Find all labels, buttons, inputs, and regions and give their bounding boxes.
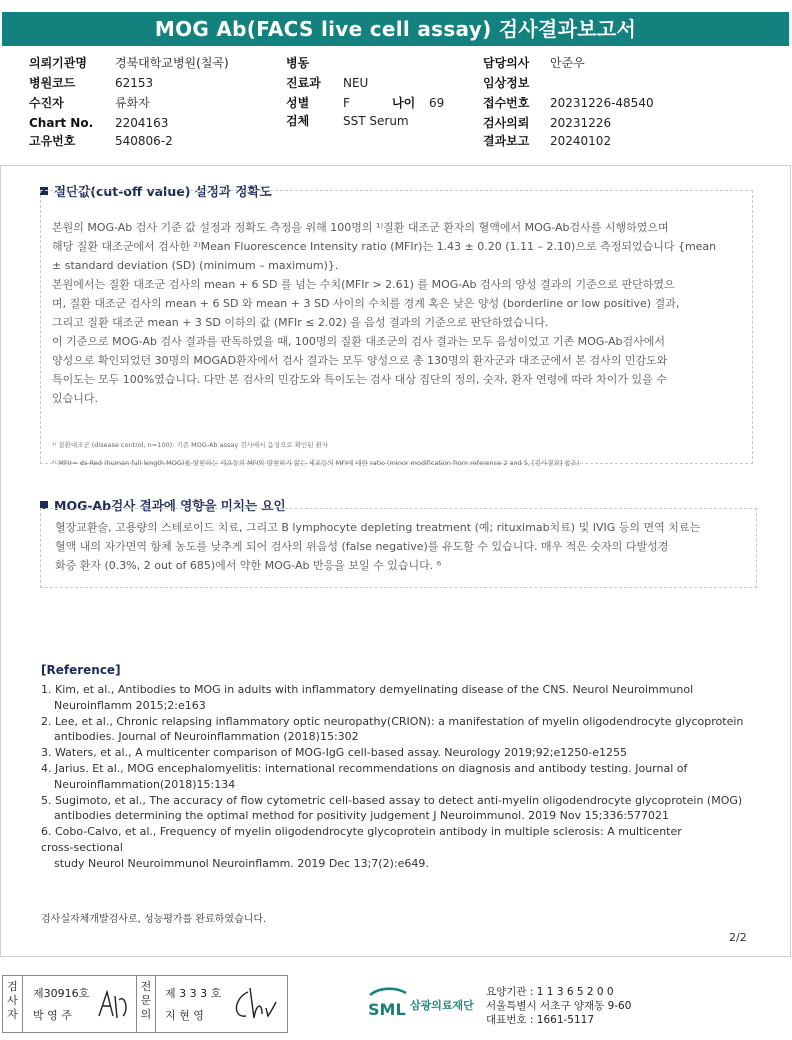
reference-line: 1. Kim, et al., Antibodies to MOG in adults with inflammatory demyelinating disease of the CNS. Neurol Neuroimmunol: [41, 683, 694, 696]
header-label: Chart No.: [29, 116, 94, 130]
text-line: 그리고 질환 대조군 mean + 3 SD 이하의 값 (MFIr ≤ 2.02) 을 음성 결과의 기준으로 판단하였습니다.: [52, 316, 549, 329]
header-field: [286, 96, 350, 110]
header-label: 수진자: [29, 96, 64, 110]
section-factors-title-text: MOG-Ab검사 결과에 영향을 미치는 요인: [54, 498, 286, 513]
section-cutoff-footnotes: [52, 432, 579, 476]
org-phone: 대표번호 : 1661-5117: [486, 1014, 595, 1026]
reference-line: 6. Cobo-Calvo, et al., Frequency of myelin oligodendrocyte glycoprotein antibody in multiple sclerosis: A multicenter: [41, 825, 682, 839]
org-name: 삼광의료재단: [410, 999, 474, 1012]
header-field: [29, 116, 169, 130]
header-value: 20231226-48540: [550, 96, 654, 110]
header-label: 검체: [286, 114, 310, 128]
header-field: [286, 76, 369, 90]
specialist-column-label: [136, 976, 156, 1032]
text-line: 있습니다.: [52, 392, 99, 405]
header-label: 병원코드: [29, 76, 76, 90]
age-label: 나이: [392, 96, 416, 110]
org-info: [486, 985, 631, 1027]
header-field: [483, 134, 612, 148]
header-value: 20231226: [550, 116, 612, 130]
header-value: 안준우: [550, 56, 585, 70]
age-value: 69: [429, 96, 445, 110]
text-line: 혈액 내의 자가면역 항체 농도를 낮추게 되어 검사의 위음성 (false negative)를 유도할 수 있습니다. 매우 적은 숫자의 다발성경: [55, 540, 669, 553]
header-field: [29, 76, 154, 90]
text-line: ²⁾ MFIr= ds-Red (human full length MOG)를 발현하는 세포등의 MFI와 발현하지 않는 세포등의 MFI에 대한 ratio (minor modification from reference 2 and 5, [검사결과] 참조): [52, 459, 580, 467]
header-value: 62153: [115, 76, 154, 90]
specialist-signature-icon: [228, 984, 278, 1024]
header-field: [286, 56, 309, 70]
header-label: 임상정보: [483, 76, 530, 90]
reference-line: 3. Waters, et al., A multicenter comparison of MOG-IgG cell-based assay. Neurology 2019;92;e1250-e1255: [41, 746, 627, 760]
text-line: 며, 질환 대조군 검사의 mean + 6 SD 와 mean + 3 SD 사이의 수치를 경계 혹은 낮은 양성 (borderline or low positive) 결과,: [52, 297, 680, 310]
tester-license-no: 제30916호: [33, 987, 90, 1000]
reference-line: Neuroinflammation(2018)15:134: [54, 777, 236, 791]
header-label: 의뢰기관명: [29, 56, 87, 70]
section-cutoff-title-text: 절단값(cut-off value) 설정과 정확도: [54, 184, 272, 199]
reference-line: Neuroinflamm 2015;2:e163: [54, 698, 206, 712]
header-field: [483, 56, 585, 70]
header-label: 접수번호: [483, 96, 530, 110]
header-value: 경북대학교병원(칠곡): [115, 56, 229, 70]
tester-column-label: [3, 976, 23, 1032]
header-label: 고유번호: [29, 134, 76, 148]
text-line: ¹⁾ 질환대조군 (disease control, n=100): 기존 MOG-Ab assay 검사에서 음성으로 확인된 환자: [52, 440, 329, 449]
header-label: 성별: [286, 96, 310, 110]
section-factors-body: [55, 518, 755, 575]
text-line: 본원의 MOG-Ab 검사 기준 값 설정과 정확도 측정을 위해 100명의 ¹⁾질환 대조군 환자의 혈액에서 MOG-Ab검사를 시행하였으며: [52, 221, 669, 234]
tester-signature-icon: [95, 986, 135, 1024]
header-field: [29, 96, 150, 110]
header-value: 2204163: [115, 116, 169, 130]
reference-title: [Reference]: [41, 663, 121, 677]
validation-note: 검사실자체개발검사로, 성능평가를 완료하였습니다.: [41, 914, 267, 925]
header-value: SST Serum: [343, 114, 409, 128]
signature-box: [2, 975, 288, 1033]
reference-line: 2. Lee, et al., Chronic relapsing inflammatory optic neuropathy(CRION): a manifestation of myelin oligodendrocyte glycoprotein: [41, 714, 744, 728]
org-address: 서울특별시 서초구 양재동 9-60: [486, 1000, 632, 1012]
vertical-label: 전문의: [140, 980, 152, 1021]
text-line: 본원에서는 질환 대조군 검사의 mean + 6 SD 를 넘는 수치(MFIr > 2.61) 를 MOG-Ab 검사의 양성 결과의 기준으로 판단하였으: [52, 278, 675, 291]
tester-name: 박 영 주: [33, 1009, 72, 1022]
reference-line: antibodies determining the optimal method for positivity judgement J Neuroimmunol. 2019 Nov 15;336:577021: [54, 809, 670, 823]
header-label: 검사의뢰: [483, 116, 530, 130]
sml-logo-icon: [366, 985, 410, 1021]
reference-line: antibodies. Journal of Neuroinflammation (2018)15:302: [54, 730, 359, 744]
header-field: [29, 56, 229, 70]
specialist-name: 지 현 영: [165, 1009, 204, 1022]
reference-line: 5. Sugimoto, et al., The accuracy of flow cytometric cell-based assay to detect anti-myelin oligodendrocyte glycoprotein (MOG): [41, 793, 743, 807]
section-cutoff-body: [52, 218, 752, 408]
header-field: [286, 114, 409, 128]
header-value: F: [343, 96, 350, 110]
reference-line: cross-sectional: [41, 840, 123, 854]
header-value: 20240102: [550, 134, 612, 148]
header-label: 담당의사: [483, 56, 530, 70]
age-field: [392, 96, 444, 110]
reference-line: 4. Jarius. Et al., MOG encephalomyelitis: international recommendations on diagnosis and antibody testing. Journal of: [41, 761, 688, 775]
specialist-license-no: 제 3 3 3 호: [165, 987, 222, 1000]
header-value: 540806-2: [115, 134, 173, 148]
text-line: 혈장교환술, 고용량의 스테로이드 치료, 그리고 B lymphocyte depleting treatment (예; rituximab치료) 및 IVIG 등의 면역 치료는: [55, 521, 701, 534]
header-value: NEU: [343, 76, 369, 90]
page-number: 2/2: [729, 931, 747, 944]
text-line: 이 기준으로 MOG-Ab 검사 결과를 판독하였을 때, 100명의 질환 대조군의 검사 결과는 모두 음성이었고 기존 MOG-Ab검사에서: [52, 335, 666, 348]
header-label: 결과보고: [483, 134, 530, 148]
header-label: 병동: [286, 56, 310, 70]
header-field: [29, 134, 173, 148]
header-field: [483, 76, 529, 90]
agency-code: 요양기관 : 1 1 3 6 5 2 0 0: [486, 986, 614, 998]
sml-logo-text: SML: [368, 1000, 406, 1019]
reference-list: [41, 682, 761, 872]
header-label: 진료과: [286, 76, 321, 90]
text-line: 해당 질환 대조군에서 검사한 ²⁾Mean Fluorescence Intensity ratio (MFIr)는 1.43 ± 0.20 (1.11 – 2.10)으로 측정되었습니다 {mean: [52, 240, 717, 253]
header-field: [483, 96, 654, 110]
reference-line: study Neurol Neuroimmunol Neuroinflamm. 2019 Dec 13;7(2):e649.: [54, 856, 429, 870]
vertical-label: 검사자: [7, 980, 18, 1021]
text-line: 화증 환자 (0.3%, 2 out of 685)에서 약한 MOG-Ab 반응을 보일 수 있습니다. ⁶: [55, 559, 442, 572]
text-line: 특이도는 모두 100%였습니다. 다만 본 검사의 민감도와 특이도는 검사 대상 집단의 정의, 숫자, 환자 연령에 따라 차이가 있을 수: [52, 373, 667, 386]
text-line: ± standard deviation (SD) (minimum – maximum)}.: [52, 259, 339, 272]
text-line: 양성으로 확인되었던 30명의 MOGAD환자에서 검사 결과는 모두 양성으로 총 130명의 환자군과 대조군에서 본 검사의 민감도와: [52, 354, 668, 367]
report-title: MOG Ab(FACS live cell assay) 검사결과보고서: [2, 12, 789, 46]
header-field: [483, 116, 612, 130]
header-value: 류화자: [115, 96, 150, 110]
